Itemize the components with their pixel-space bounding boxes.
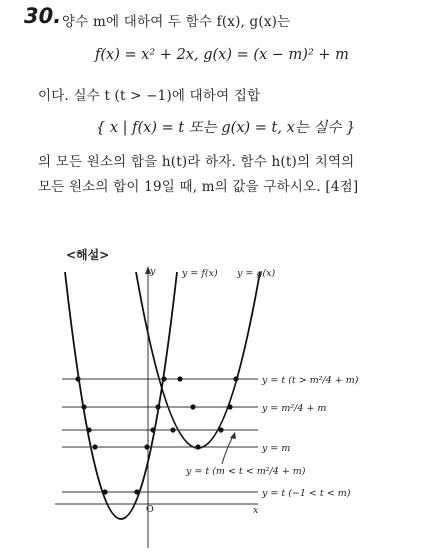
curve-f bbox=[65, 272, 177, 519]
annotation-arrowhead bbox=[230, 432, 236, 439]
x-axis-label: x bbox=[253, 505, 259, 516]
problem-line-1: 양수 m에 대하여 두 함수 f(x), g(x)는 bbox=[62, 14, 291, 30]
origin-label: O bbox=[146, 504, 154, 515]
point bbox=[150, 427, 155, 432]
problem-line-5: 의 모든 원소의 합을 h(t)라 하자. 함수 h(t)의 치역의 bbox=[38, 154, 355, 170]
point bbox=[190, 404, 195, 409]
point bbox=[134, 489, 139, 494]
label-m: y = m bbox=[262, 443, 291, 454]
problem-formula: f(x) = x² + 2x, g(x) = (x − m)² + m bbox=[95, 47, 349, 63]
point bbox=[102, 489, 107, 494]
curve-g bbox=[136, 272, 260, 448]
point bbox=[144, 444, 149, 449]
point bbox=[227, 404, 232, 409]
problem-line-3: 이다. 실수 t (t > −1)에 대하여 집합 bbox=[38, 88, 261, 104]
annotation-arrow bbox=[222, 436, 233, 464]
label-t-mid: y = t (m < t < m²/4 + m) bbox=[186, 466, 306, 477]
problem-line-6: 모든 원소의 합이 19일 때, m의 값을 구하시오. [4점] bbox=[38, 179, 359, 195]
label-t-high: y = t (t > m²/4 + m) bbox=[262, 375, 359, 386]
point bbox=[161, 376, 166, 381]
point bbox=[233, 376, 238, 381]
point bbox=[86, 427, 91, 432]
point bbox=[81, 404, 86, 409]
y-axis-label: y bbox=[150, 266, 156, 277]
point bbox=[155, 404, 160, 409]
label-t-low: y = t (−1 < t < m) bbox=[262, 488, 351, 499]
curve-g-label: y = g(x) bbox=[237, 268, 276, 279]
label-vertex-top: y = m²/4 + m bbox=[262, 403, 327, 414]
point bbox=[170, 427, 175, 432]
point bbox=[218, 427, 223, 432]
solution-heading: <해설> bbox=[66, 248, 110, 262]
question-number: 30. bbox=[24, 4, 62, 28]
point bbox=[195, 444, 200, 449]
problem-set: { x | f(x) = t 또는 g(x) = t, x는 실수 } bbox=[96, 120, 356, 136]
point bbox=[75, 376, 80, 381]
curve-f-label: y = f(x) bbox=[182, 268, 218, 279]
point bbox=[177, 376, 182, 381]
point bbox=[92, 444, 97, 449]
